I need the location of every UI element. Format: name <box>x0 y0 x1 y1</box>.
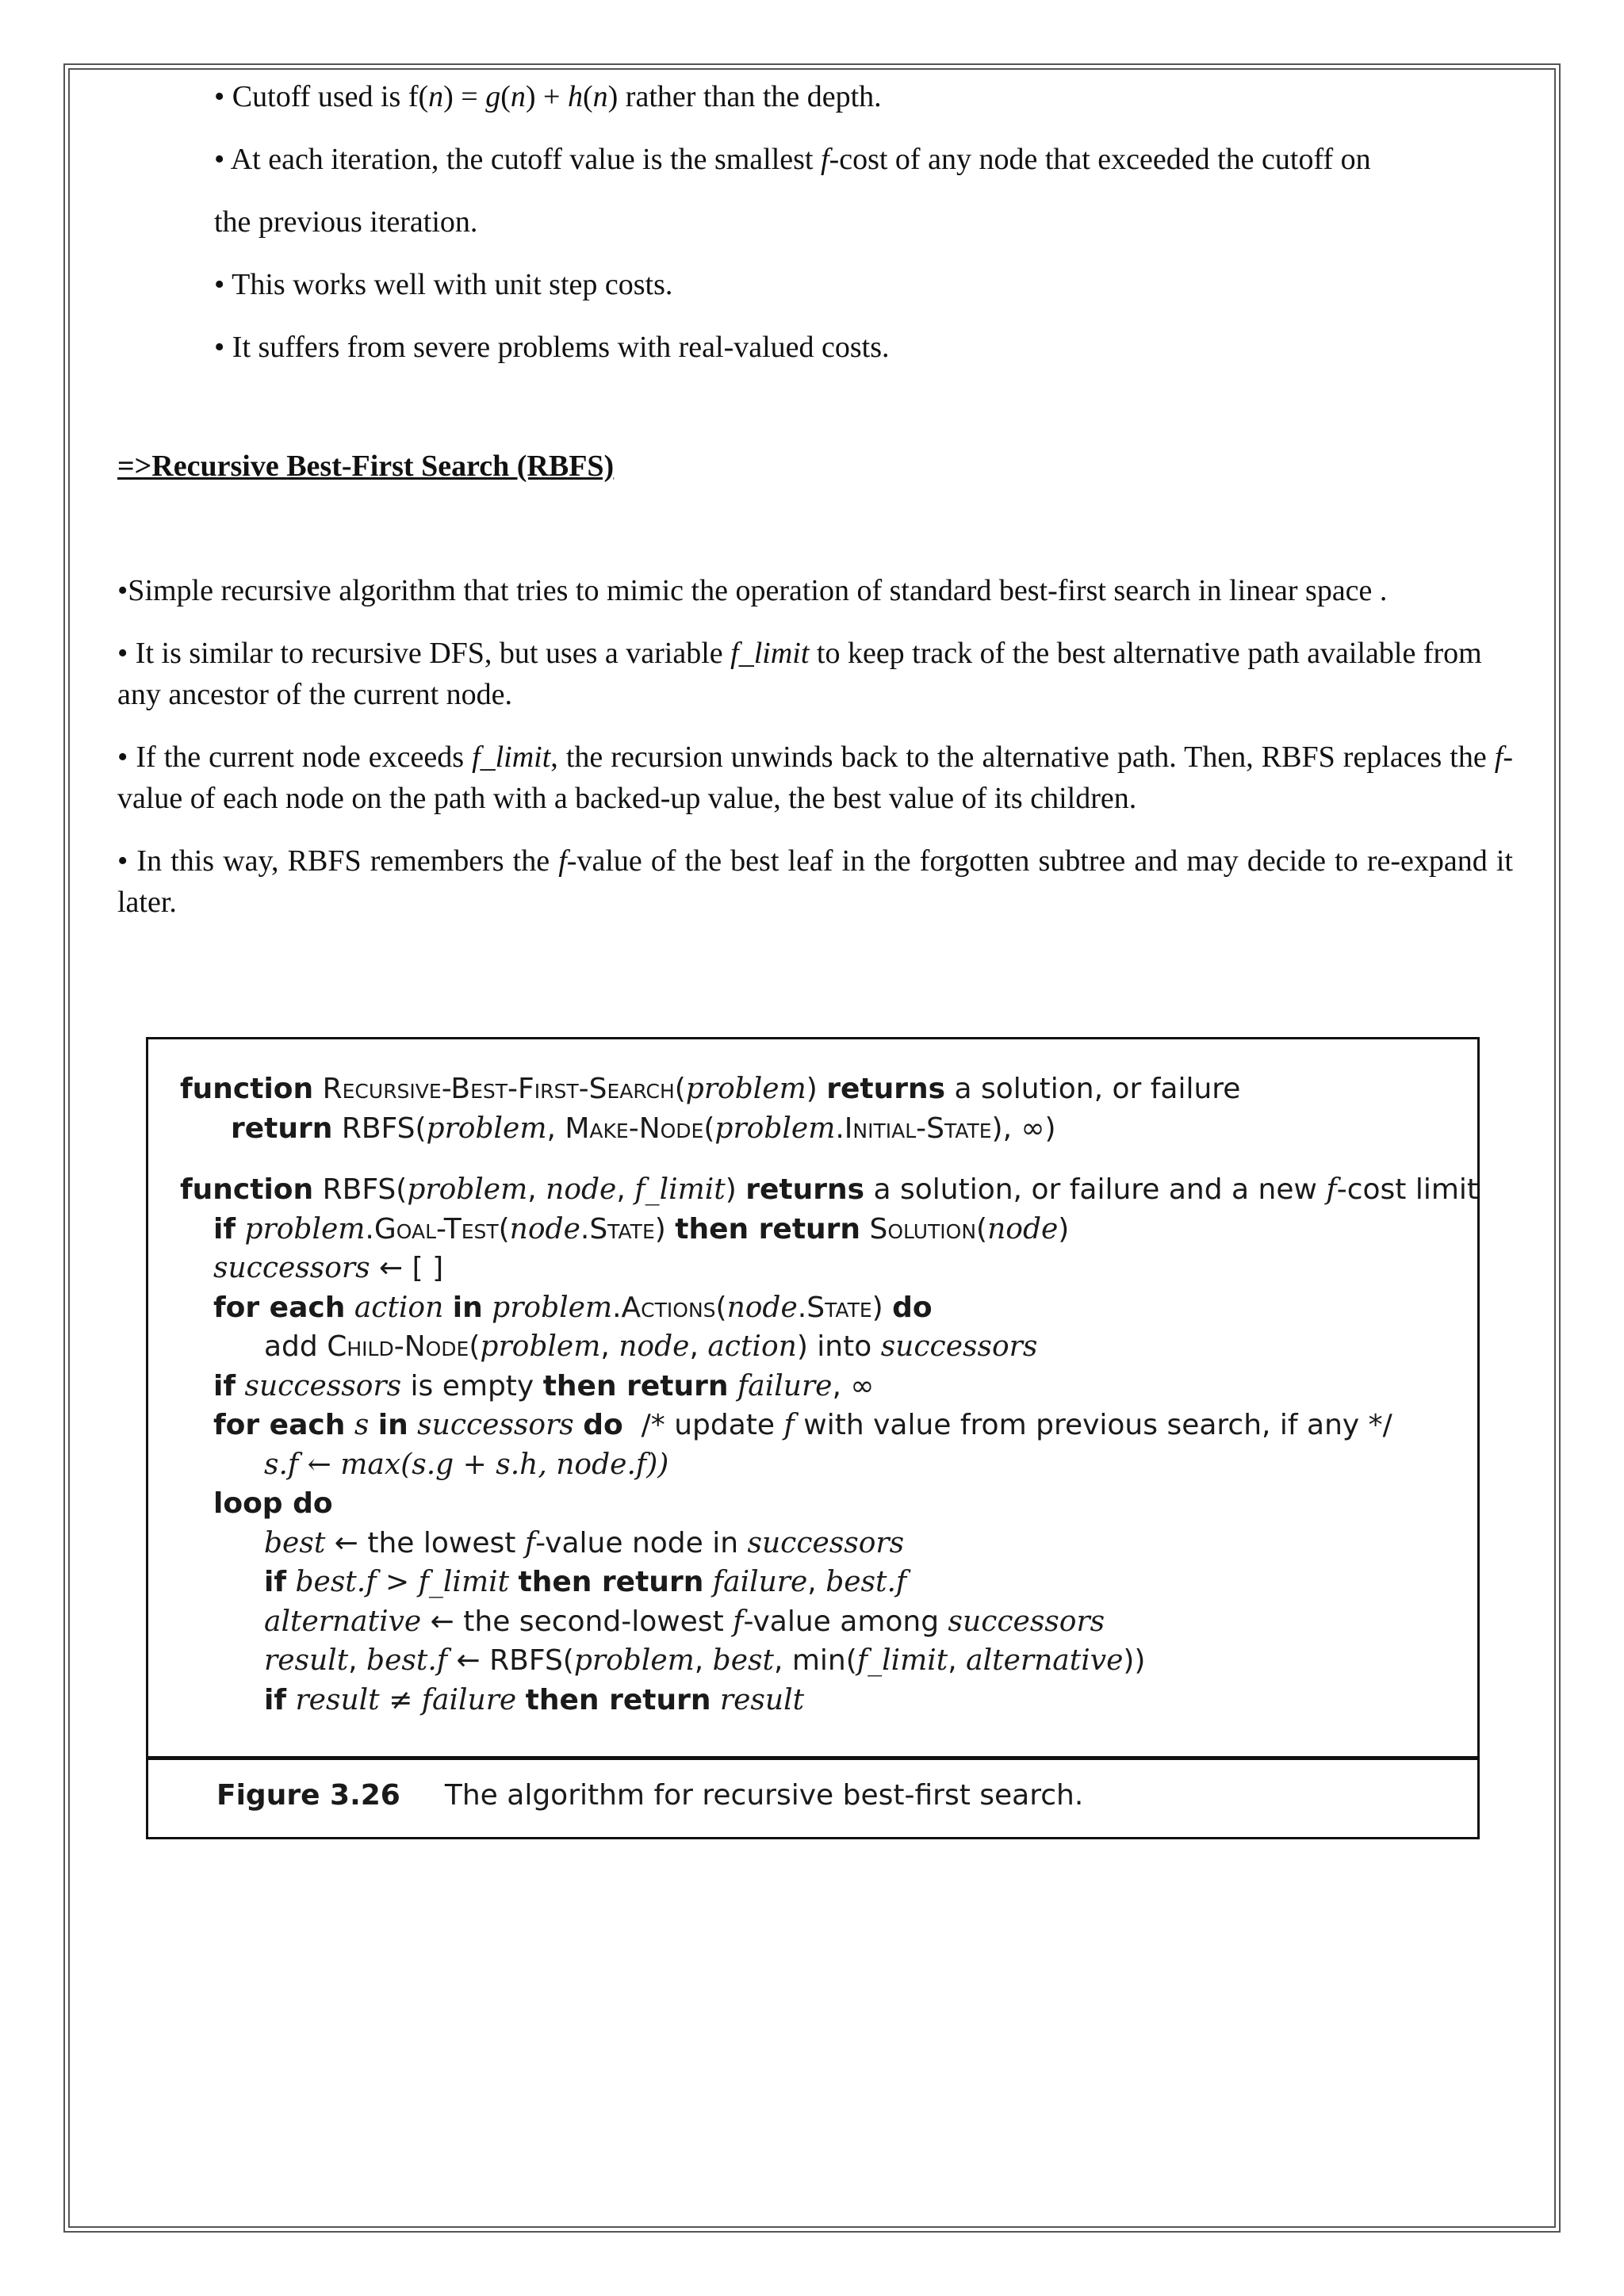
pseudocode <box>180 1070 1479 1720</box>
code-line-13: if best.f > f_limit then return failure, best.f <box>264 1566 907 1598</box>
code-line-10: s.f ← max(s.g + s.h, node.f)) <box>264 1448 669 1481</box>
section-heading: =>Recursive Best-First Search (RBFS) <box>117 450 615 483</box>
bullet-real-costs: • It suffers from severe problems with real-valued costs. <box>214 331 890 364</box>
bullet-cutoff: • Cutoff used is f(n) = g(n) + h(n) rather than the depth. <box>214 80 882 113</box>
figure-caption <box>216 1777 1083 1815</box>
figure-number: Figure 3.26 <box>216 1779 400 1812</box>
document-body <box>117 76 1513 923</box>
code-line-8: if successors is empty then return failure, ∞ <box>213 1369 875 1402</box>
code-line-15: result, best.f ← RBFS(problem, best, min(f_limit, alternative)) <box>264 1644 1146 1677</box>
code-line-4: if problem.Goal-Test(node.State) then return Solution(node) <box>213 1212 1070 1246</box>
code-line-11: loop do <box>213 1487 333 1520</box>
paragraph-exceeds: • If the current node exceeds f_limit, the recursion unwinds back to the alternative path. Then, RBFS replaces the f-value of each node on the path with a backed-up value, the best value of its children. <box>117 740 1513 815</box>
figure-separator <box>148 1756 1477 1760</box>
code-line-7: add Child-Node(problem, node, action) into successors <box>264 1330 1038 1363</box>
paragraph-remembers: • In this way, RBFS remembers the f-value of the best leaf in the forgotten subtree and may decide to re-expand it later. <box>117 844 1513 919</box>
bullet-iteration-cont: the previous iteration. <box>214 205 478 239</box>
code-line-2: return RBFS(problem, Make-Node(problem.Initial-State), ∞) <box>231 1112 1056 1145</box>
code-line-9: for each s in successors do /* update f with value from previous search, if any */ <box>213 1409 1392 1441</box>
code-line-3: function RBFS(problem, node, f_limit) returns a solution, or failure and a new f-cost limit <box>180 1173 1479 1206</box>
algorithm-figure <box>146 1037 1480 1839</box>
paragraph-simple: •Simple recursive algorithm that tries to mimic the operation of standard best-first search in linear space . <box>117 574 1388 607</box>
code-line-14: alternative ← the second-lowest f-value among successors <box>264 1605 1105 1638</box>
bullet-unit-costs: • This works well with unit step costs. <box>214 268 673 301</box>
code-line-5: successors ← [ ] <box>213 1252 444 1284</box>
code-line-1: function Recursive-Best-First-Search(problem) returns a solution, or failure <box>180 1073 1241 1105</box>
bullet-iteration: • At each iteration, the cutoff value is the smallest f-cost of any node that exceeded the cutoff on <box>214 143 1371 176</box>
figure-caption-text: The algorithm for recursive best-first search. <box>444 1779 1084 1812</box>
code-line-6: for each action in problem.Actions(node.State) do <box>213 1291 933 1324</box>
code-line-12: best ← the lowest f-value node in successors <box>264 1526 905 1559</box>
paragraph-similar: • It is similar to recursive DFS, but uses a variable f_limit to keep track of the best alternative path available from any ancestor of the current node. <box>117 637 1482 711</box>
code-line-16: if result ≠ failure then return result <box>264 1683 805 1716</box>
